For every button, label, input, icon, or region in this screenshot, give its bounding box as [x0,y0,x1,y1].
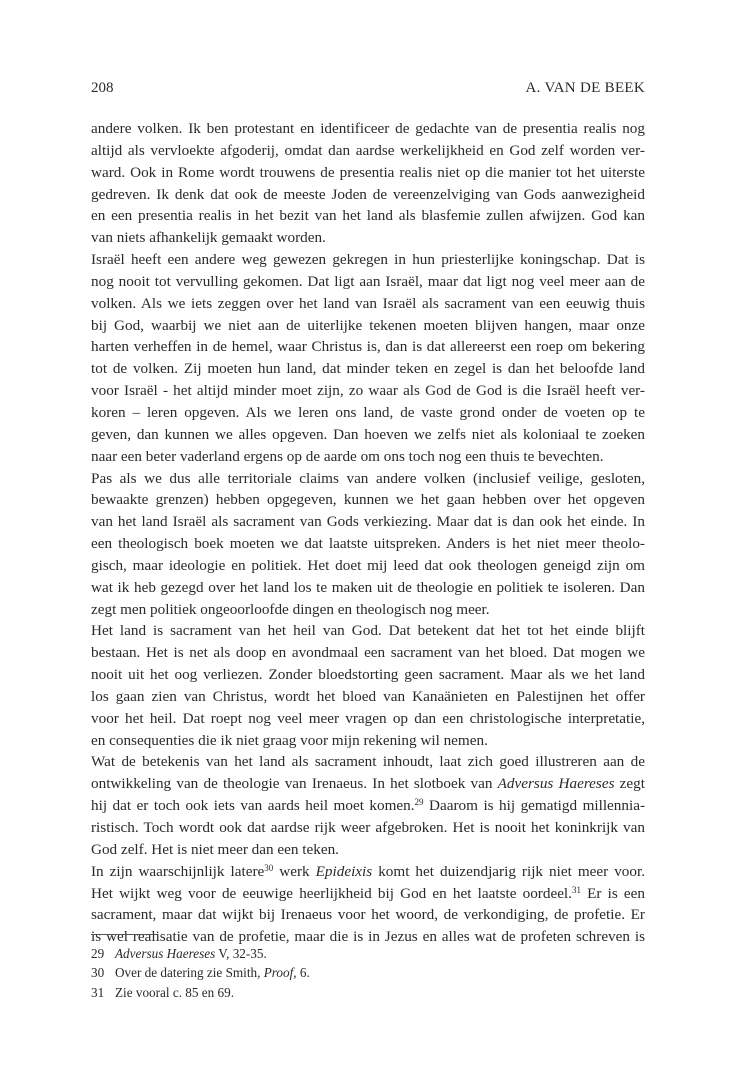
text-line [91,533,645,555]
text-line [91,249,645,271]
text-run: In zijn waarschijnlijk latere [91,862,265,880]
text-run: volken. Als we iets zeggen over het land van Israël als sacrament van een eeuwig thuis [91,294,645,312]
text-run: Israël heeft een andere weg gewezen gekregen in hun priesterlijke koningschap. Dat is [91,251,645,269]
text-line [91,205,645,227]
paragraph [91,620,645,751]
text-line [91,358,645,380]
text-run: Wat de betekenis van het land als sacrament inhoudt, laat zich goed illustreren aan de [91,753,645,771]
text-run: is wel realisatie van de profetie, maar die is in Jezus en alles wat de profeten schreven is [91,928,645,946]
italic-title: Adversus Haereses [115,946,216,961]
text-line [91,642,645,664]
page-number: 208 [91,80,114,96]
text-run: van het land Israël als sacrament van Gods verkiezing. Maar dat is dan ook het einde. In [91,513,645,531]
footnote-reference: 30 [264,862,274,873]
footnote-number: 29 [91,946,105,961]
text-line [91,184,645,206]
footnote [91,963,645,982]
paragraph [91,861,645,948]
text-run: Het wijkt weg voor de eeuwige heerlijkheid bij God en het laatste oordeel. [91,884,572,902]
footnote-number: 31 [91,984,105,1000]
text-line [91,686,645,708]
text-line [91,118,645,140]
text-line [91,861,645,883]
text-run: ontwikkeling van de theologie van Irenaeus. In het slotboek van [91,775,498,793]
paragraph [91,118,645,249]
text-line [91,817,645,839]
footnote [91,944,645,963]
text-run: andere volken. Ik ben protestant en identificeer de gedachte van de presentia realis nog [91,120,645,137]
text-run: Zie vooral c. 85 en 69. [115,984,235,1000]
text-run: , 6. [293,965,310,981]
footnote-reference: 31 [571,884,581,895]
text-line [91,227,645,249]
text-line [91,664,645,686]
text-run: sacrament, maar dat wijkt bij Irenaeus voor het woord, de verkondiging, de profetie. Er [91,906,645,924]
text-line [91,271,645,293]
text-line [91,577,645,599]
text-run: los gaan zien van Christus, wordt het bloed van Kanaänieten en Palestijnen het offer [91,687,645,705]
paragraph [91,751,645,860]
paragraph [91,468,645,621]
text-run: wat ik heb gezegd over het land los te maken uit de theologie en politiek te isoleren. Dan [91,578,645,596]
text-run: Pas als we dus alle territoriale claims van andere volken (inclusief veilige, gesloten, [91,469,645,487]
paragraph [91,249,645,467]
text-run: God zelf. Het is niet meer dan een teken. [91,840,339,858]
footnotes [91,944,645,1002]
text-line [91,620,645,642]
text-line [91,839,645,861]
text-line [91,751,645,773]
text-run: werk [273,862,316,880]
text-run: van niets afhankelijk gemaakt worden. [91,229,326,247]
text-run: gisch, maar ideologie en politiek. Het doet mij leed dat ook theologen geneigd zijn om [91,556,645,574]
text-line [91,293,645,315]
text-run: zegt [614,775,645,793]
text-line [91,446,645,468]
text-run: een theologisch boek moeten we dat laatste uitspreken. Anders is het niet meer theolo- [91,535,645,553]
text-line [91,315,645,337]
text-line [91,555,645,577]
text-run: en een presentia realis in het bezit van het land als blasfemie zullen afwijzen. God kan [91,207,645,225]
text-run: naar een beter vaderland ergens op de aarde om ons toch nog een thuis te bevechten. [91,447,604,465]
text-run: Het land is sacrament van het heil van God. Dat betekent dat het tot het einde blijft [91,622,645,640]
text-run: geven, dan kunnen we alles opgeven. Dan hoeven we zelfs niet als koloniaal te zoeken [91,425,645,443]
footnote-reference: 29 [414,797,424,808]
running-header [91,76,645,100]
text-line [91,795,645,817]
text-run: gedreven. Ik denk dat ook de meeste Joden de vereenzelviging van Gods aanwezigheid [91,185,645,203]
text-line [91,402,645,424]
text-line [91,708,645,730]
text-line [91,883,645,905]
text-line [91,424,645,446]
italic-title: Adversus Haereses [497,775,615,793]
text-line [91,599,645,621]
text-run: ristisch. Toch wordt ook dat aardse rijk weer afgebroken. Het is nooit het koninkrijk van [91,819,645,836]
text-run: voor het heil. Dat roept nog veel meer vragen op dan een christologische interpretatie, [91,709,645,727]
text-run: Daarom is hij gematigd millennia- [423,797,646,815]
text-run: bewaakte grenzen) hebben opgegeven, kunnen we het gaan hebben over het opgeven [91,491,645,509]
text-run: en consequenties die ik niet graag voor mijn rekening wil nemen. [91,731,488,749]
text-line [91,773,645,795]
text-run: zegt men politiek ongeoorloofde dingen en theologisch nog meer. [91,600,490,618]
text-line [91,380,645,402]
text-run: ward. Ook in Rome wordt trouwens de presentia realis niet op die manier tot het uiterste [91,163,645,181]
text-run: voor Israël - het altijd minder moet zijn, zo waar als God de God is die Israël heeft ver- [91,382,645,400]
text-line [91,140,645,162]
body-text [91,118,645,948]
text-line [91,468,645,490]
footnote-number: 30 [91,965,105,981]
text-run: altijd als vervloekte afgoderij, omdat dan aardse werkelijkheid en God zelf worden ver- [91,141,645,159]
text-run: Er is een [580,884,645,902]
text-line [91,730,645,752]
text-line [91,162,645,184]
footnote [91,983,645,1002]
text-run: Over de datering zie Smith, [115,965,264,981]
italic-title: Proof [263,965,294,981]
footnote-separator [91,934,157,935]
text-run: komt het duizendjarig rijk niet meer voor. [372,862,645,880]
text-run: hij dat er toch ook iets van aards heil moet komen. [91,797,415,815]
text-run: koren – leren opgeven. Als we leren ons land, de vaste grond onder de voeten op te [91,403,645,421]
italic-title: Epideixis [315,862,373,880]
running-head-author: A. VAN DE BEEK [525,80,645,96]
text-line [91,489,645,511]
text-run: V, 32-35. [215,946,267,961]
text-run: nooit uit het oog verliezen. Zonder bloedstorting geen sacrament. Maar als we het land [91,666,645,684]
text-run: nog nooit tot vervulling gekomen. Dat ligt aan Israël, maar dat ligt nog veel meer aan de [91,272,645,290]
text-line [91,904,645,926]
text-line [91,336,645,358]
text-run: harten verheffen in de hemel, waar Christus is, dan is dat allereerst een roep om bekering [91,338,645,356]
text-run: tot de volken. Zij moeten hun land, dat minder teken en zegel is dan het beloofde land [91,360,645,378]
text-line [91,511,645,533]
text-run: bestaan. Het is net als doop en avondmaal een sacrament van het bloed. Dat mogen we [91,644,645,662]
text-run: bij God, waarbij we niet aan de uiterlijke tekenen moeten blijven hangen, maar onze [91,316,645,334]
